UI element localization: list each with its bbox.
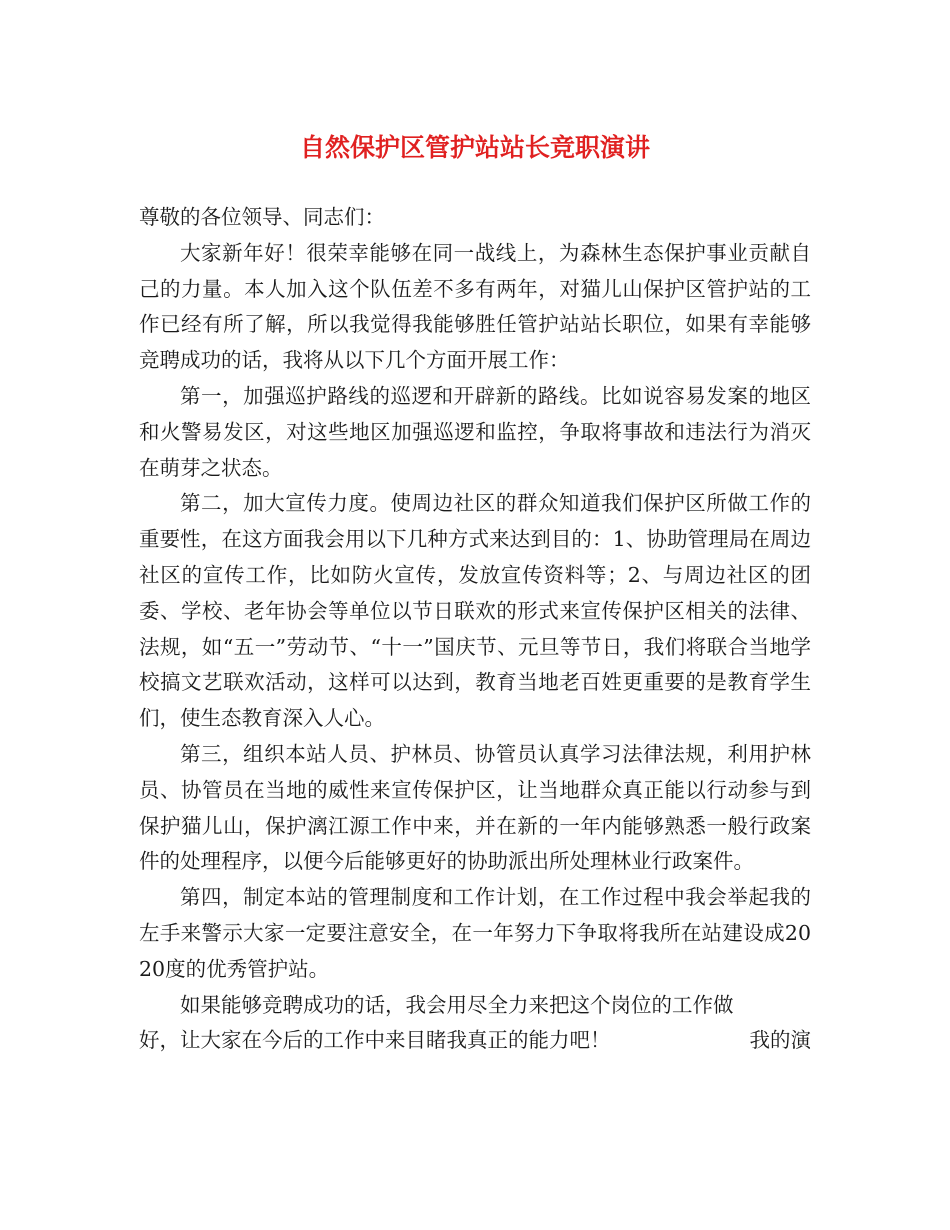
paragraph-first: 第一，加强巡护路线的巡逻和开辟新的路线。比如说容易发案的地区和火警易发区，对这些地区加强巡逻和监控，争取将事故和违法行为消灭在萌芽之状态。 (139, 383, 811, 480)
closing-tail: 我的演 (749, 1028, 811, 1053)
paragraph-greeting: 大家新年好！很荣幸能够在同一战线上，为森林生态保护事业贡献自己的力量。本人加入这个队伍差不多有两年，对猫儿山保护区管护站的工作已经有所了解，所以我觉得我能够胜任管护站站长职位，如果有幸能够竞聘成功的话，我将从以下几个方面开展工作： (139, 240, 811, 373)
paragraph-third: 第三，组织本站人员、护林员、协管员认真学习法律法规，利用护林员、协管员在当地的威性来宣传保护区，让当地群众真正能以行动参与到保护猫儿山，保护漓江源工作中来，并在新的一年内能够熟悉一般行政案件的处理程序，以便今后能够更好的协助派出所处理林业行政案件。 (139, 741, 811, 874)
paragraph-second: 第二，加大宣传力度。使周边社区的群众知道我们保护区所做工作的重要性，在这方面我会用以下几种方式来达到目的：1、协助管理局在周边社区的宣传工作，比如防火宣传，发放宣传资料等；2、与周边社区的团委、学校、老年协会等单位以节日联欢的形式来宣传保护区相关的法律、法规，如“五一”劳动节、“十一”国庆节、元旦等节日，我们将联合当地学校搞文艺联欢活动，这样可以达到，教育当地老百姓更重要的是教育学生们，使生态教育深入人心。 (139, 491, 811, 731)
paragraph-fourth: 第四，制定本站的管理制度和工作计划，在工作过程中我会举起我的左手来警示大家一定要注意安全，在一年努力下争取将我所在站建设成2020度的优秀管护站。 (139, 885, 811, 981)
salutation: 尊敬的各位领导、同志们： (139, 205, 385, 229)
document-title: 自然保护区管护站站长竞职演讲 (299, 133, 650, 162)
document-body (139, 200, 811, 1059)
paragraph-closing-last-line (139, 1023, 811, 1059)
closing-sentence: 好，让大家在今后的工作中来目睹我真正的能力吧！ (139, 1028, 611, 1053)
paragraph-closing: 如果能够竞聘成功的话，我会用尽全力来把这个岗位的工作做 (180, 992, 734, 1017)
